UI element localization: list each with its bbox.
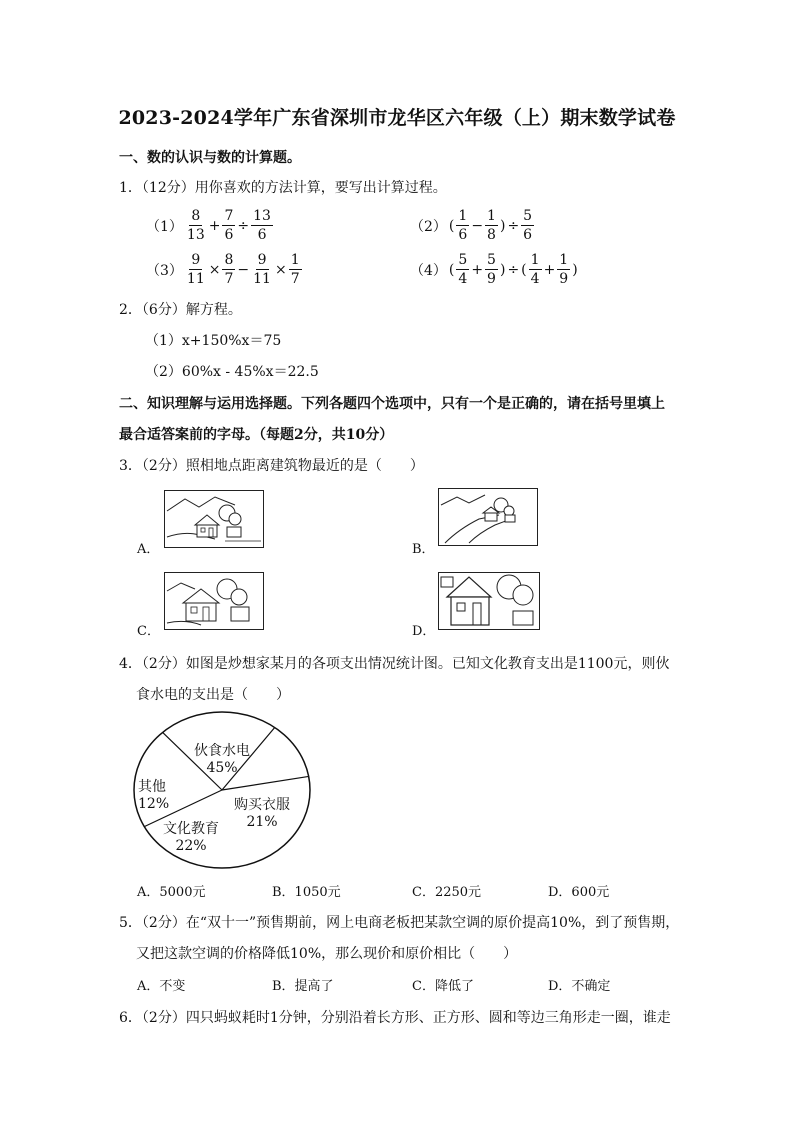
paren-open: ( — [521, 261, 527, 278]
house-far-icon — [165, 491, 263, 547]
fraction: $\frac{8}{13}$ — [186, 208, 205, 243]
fraction: $\frac{1}{8}$ — [487, 208, 496, 243]
paren-close: ) — [572, 261, 578, 278]
operator: ÷ — [237, 217, 250, 234]
q1-item-4-label: （4） — [410, 262, 447, 279]
operator: × — [208, 261, 221, 278]
operator: + — [543, 261, 556, 278]
fraction: $\frac{9}{11}$ — [253, 252, 271, 287]
fraction: $\frac{1}{9}$ — [559, 252, 569, 287]
fraction: $\frac{9}{11}$ — [186, 252, 205, 287]
q1-item-3 — [145, 251, 303, 288]
q4-option-a: A．5000元 — [137, 885, 206, 900]
fraction: $\frac{1}{4}$ — [530, 252, 540, 287]
q3-option-c-picture — [164, 572, 264, 630]
paren-close: ) — [499, 217, 506, 234]
fraction: $\frac{8}{7}$ — [224, 252, 234, 287]
q5-option-c: C．降低了 — [412, 979, 474, 994]
q3-option-a-picture — [164, 490, 264, 548]
paren-close: ) — [499, 261, 506, 278]
q1-stem: 1．（12分）用你喜欢的方法计算，要写出计算过程。 — [119, 180, 447, 196]
pie-label-education: 文化教育 22% — [163, 821, 219, 854]
q5-option-b: B．提高了 — [272, 979, 334, 994]
exam-title: 2023-2024学年广东省深圳市龙华区六年级（上）期末数学试卷 — [118, 107, 676, 129]
fraction: $\frac{13}{6}$ — [253, 208, 271, 243]
operator: ÷ — [507, 261, 520, 278]
q5-option-d: D．不确定 — [548, 979, 611, 994]
q1-item-2-label: （2） — [410, 218, 447, 235]
q4-option-d: D．600元 — [548, 885, 610, 900]
q4-option-c: C．2250元 — [412, 885, 482, 900]
fraction: $\frac{5}{4}$ — [458, 252, 468, 287]
house-road-icon — [439, 489, 537, 545]
q3-option-c-label: C． — [137, 624, 160, 639]
fraction: $\frac{1}{6}$ — [458, 208, 468, 243]
q4-stem-line-2: 食水电的支出是（ ） — [136, 687, 290, 703]
q5-stem-line-1: 5．（2分）在“双十一”预售期前，网上电商老板把某款空调的原价提高10%，到了预售期， — [119, 915, 680, 931]
paren-open: ( — [448, 261, 455, 278]
q3-option-a-label: A． — [137, 542, 160, 557]
q2-equation-1: （1）x+150%x＝75 — [145, 333, 282, 349]
q5-option-a: A．不变 — [137, 979, 186, 994]
q4-stem-line-1: 4．（2分）如图是炒想家某月的各项支出情况统计图。已知文化教育支出是1100元，则伙 — [119, 656, 670, 672]
house-near-icon — [165, 573, 263, 629]
q2-equation-2: （2）60%x - 45%x＝22.5 — [145, 364, 319, 380]
operator: + — [208, 217, 221, 234]
fraction: $\frac{1}{7}$ — [290, 252, 300, 287]
q3-option-b-picture — [438, 488, 538, 546]
q6-stem-line-1: 6．（2分）四只蚂蚁耗时1分钟，分别沿着长方形、正方形、圆和等边三角形走一圈，谁走 — [119, 1010, 671, 1026]
q4-option-b: B．1050元 — [272, 885, 341, 900]
q3-option-d-picture — [438, 572, 540, 630]
section-1-heading: 一、数的认识与数的计算题。 — [119, 150, 301, 166]
q5-stem-line-2: 又把这款空调的价格降低10%，那么现价和原价相比（ ） — [136, 946, 518, 962]
q1-item-1 — [145, 207, 274, 244]
section-2-heading-line-1: 二、知识理解与运用选择题。下列各题四个选项中，只有一个是正确的，请在括号里填上 — [119, 396, 665, 412]
pie-label-other: 其他 12% — [138, 779, 170, 812]
q2-stem: 2．（6分）解方程。 — [119, 302, 242, 318]
q3-option-d-label: D． — [412, 624, 436, 639]
fraction: $\frac{5}{9}$ — [487, 252, 496, 287]
operator: × — [274, 261, 287, 278]
fraction: $\frac{5}{6}$ — [523, 208, 533, 243]
paren-open: ( — [448, 217, 455, 234]
pie-label-food: 伙食水电 45% — [194, 743, 250, 776]
q1-item-1-label: （1） — [146, 218, 183, 235]
operator: ÷ — [507, 217, 520, 234]
q1-item-3-label: （3） — [146, 262, 183, 279]
pie-chart — [132, 710, 312, 870]
operator: − — [237, 261, 250, 278]
pie-label-clothes: 购买衣服 21% — [234, 797, 290, 830]
operator: + — [471, 261, 484, 278]
q1-item-4 — [409, 251, 579, 288]
operator: − — [471, 217, 484, 234]
section-2-heading-line-2: 最合适答案前的字母。（每题2分，共10分） — [119, 427, 394, 443]
q1-item-2 — [409, 207, 535, 244]
q3-stem: 3．（2分）照相地点距离建筑物最近的是（ ） — [119, 458, 424, 474]
q3-option-b-label: B． — [412, 542, 435, 557]
fraction: $\frac{7}{6}$ — [224, 208, 234, 243]
house-closest-icon — [439, 573, 539, 629]
